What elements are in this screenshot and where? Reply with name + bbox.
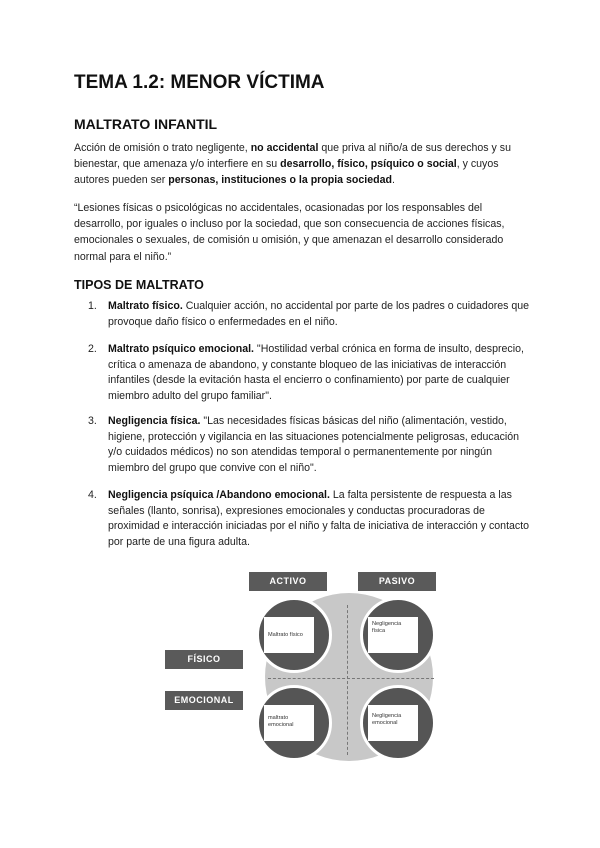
page-title: TEMA 1.2: MENOR VÍCTIMA (74, 72, 325, 93)
cell-negligencia-emocional: Negligencia emocional (368, 705, 418, 741)
maltrato-diagram (160, 565, 450, 770)
column-header-activo: ACTIVO (249, 572, 327, 591)
horizontal-divider (268, 678, 434, 679)
section-heading-maltrato: MALTRATO INFANTIL (74, 116, 218, 132)
definition-paragraph: Acción de omisión o trato negligente, no accidental que priva al niño/a de sus derechos y su bienestar, que amenaza y/o interfiere en su desarrollo, físico, psíquico o social, y cuyos autores pueden ser personas, instituciones o la propia sociedad. (74, 142, 511, 187)
vertical-divider (347, 605, 348, 755)
section-heading-tipos: TIPOS DE MALTRATO (74, 278, 204, 292)
quote-paragraph: “Lesiones físicas o psicológicas no accidentales, ocasionadas por los responsables del desarrollo, por iguales o incluso por la sociedad, que son consecuencia de acciones físicas, emocionales o sexuales, de comisión u omisión, y que amenazan el desarrollo considerado normal para el niño.” (74, 202, 505, 263)
cell-negligencia-fisica: Negligencia física (368, 617, 418, 653)
cell-maltrato-emocional: maltrato emocional (264, 705, 314, 741)
row-header-emocional: EMOCIONAL (165, 691, 243, 710)
column-header-pasivo: PASIVO (358, 572, 436, 591)
document-page: TEMA 1.2: MENOR VÍCTIMA MALTRATO INFANTIL Acción de omisión o trato negligente, no accidental que priva al niño/a de sus derechos y su bienestar, que amenaza y/o interfiere en su desarrollo, físico, psíquico o social, y cuyos autores pueden ser personas, instituciones o la propia sociedad. “Lesiones físicas o psicológicas no accidentales, ocasionadas por los responsables del desarrollo, por iguales o incluso por la sociedad, que son consecuencia de acciones físicas, emocionales o sexuales, de comisión u omisión, y que amenazan el desarrollo considerado normal para el niño.” TIPOS DE MALTRATO 1. Maltrato físico. Cualquier acción, no accidental por parte de los padres o cuidadores que provoque daño físico o enfermedades en el niño. 2. Maltrato psíquico emocional. "Hostilidad verbal crónica en forma de insulto, desprecio, crítica o amenaza de abandono, y constante bloqueo de las iniciativas de interacción infantiles (desde la evitación hasta el encierro o confinamiento) por parte de cualquier miembro adulto del grupo familiar". 3. Negligencia física. "Las necesidades físicas básicas del niño (alimentación, vestido, higiene, protección y vigilancia en las situaciones potencialmente peligrosas, educación y/o cuidados médicos) no son atendidas temporal o permanentemente por ningún miembro del grupo que convive con el niño". 4. Negligencia psíquica /Abandono emocional. La falta persistente de respuesta a las señales (llanto, sonrisa), expresiones emocionales y conductas procuradoras de proximidad e interacción iniciadas por el niño y falta de iniciativa de interacción y contacto por parte de una figura adulta. ACTIVO PASIVO FÍSICO EMOCIONAL Maltrato físico Negligencia física maltrato emocional Negligencia emocional (0, 0, 600, 848)
row-header-fisico: FÍSICO (165, 650, 243, 669)
cell-maltrato-fisico: Maltrato físico (264, 617, 314, 653)
